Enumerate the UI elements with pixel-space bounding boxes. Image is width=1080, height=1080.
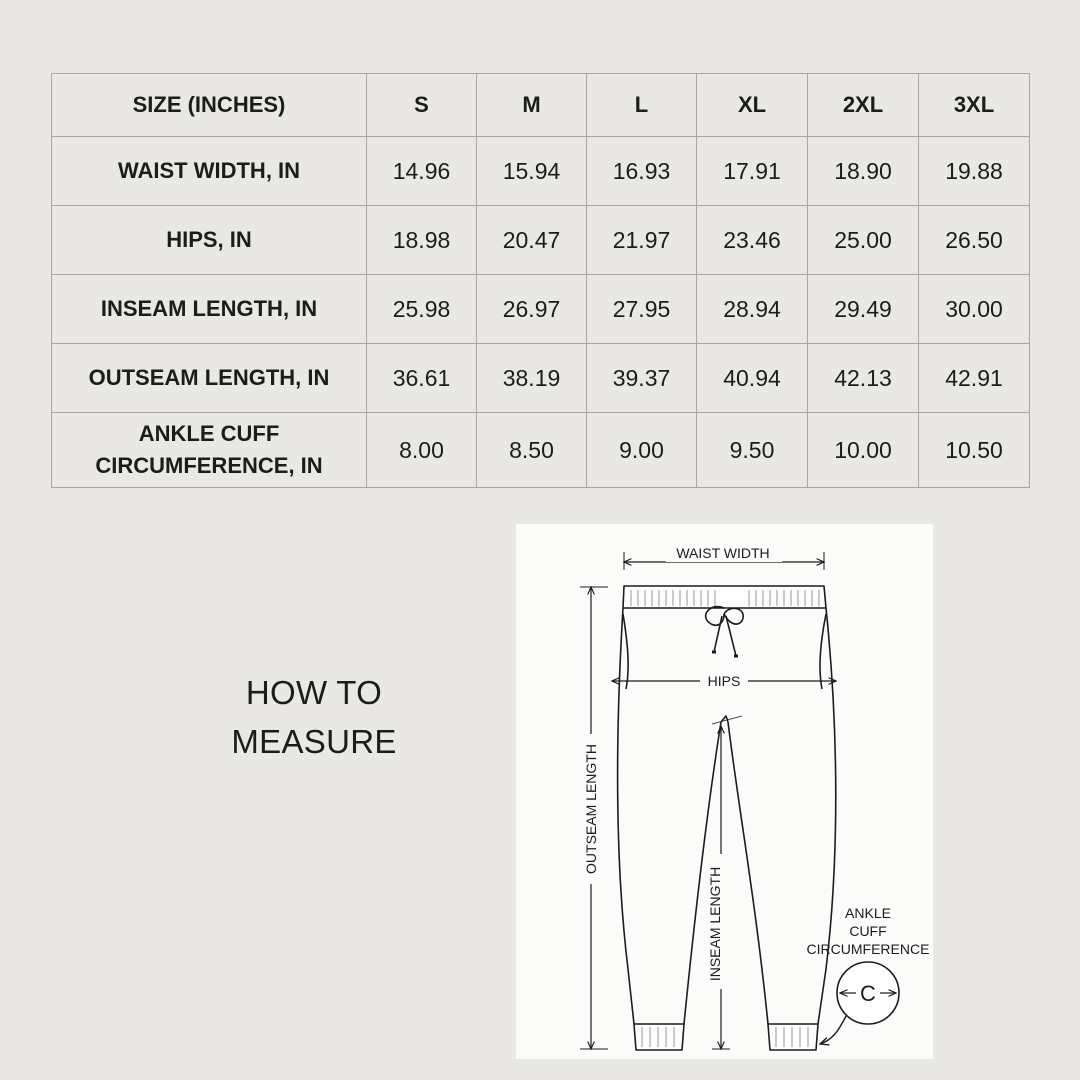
table-cell: 39.37 (587, 344, 697, 413)
table-row-ankle-cuff (52, 413, 1030, 488)
row-label (52, 413, 367, 488)
table-cell: 9.50 (697, 413, 808, 488)
how-to-measure-heading (200, 668, 428, 766)
ankle-symbol: C (860, 981, 876, 1006)
outseam-label: OUTSEAM LENGTH (583, 744, 599, 874)
ankle-label-line2: CUFF (849, 923, 887, 939)
how-to-line2: MEASURE (231, 723, 397, 760)
table-cell: 21.97 (587, 206, 697, 275)
header-size-xl: XL (697, 74, 808, 137)
row-label: OUTSEAM LENGTH, IN (52, 344, 367, 413)
table-row-waist (52, 137, 1030, 206)
table-cell: 18.98 (367, 206, 477, 275)
waist-width-label: WAIST WIDTH (676, 545, 770, 561)
table-cell: 18.90 (808, 137, 919, 206)
table-cell: 16.93 (587, 137, 697, 206)
row-label-line2: CIRCUMFERENCE, IN (95, 453, 323, 478)
table-cell: 9.00 (587, 413, 697, 488)
table-cell: 25.98 (367, 275, 477, 344)
inseam-label: INSEAM LENGTH (707, 866, 723, 982)
table-cell: 25.00 (808, 206, 919, 275)
table-cell: 29.49 (808, 275, 919, 344)
table-cell: 26.50 (919, 206, 1030, 275)
ankle-pointer-arrow (820, 1016, 846, 1044)
row-label: INSEAM LENGTH, IN (52, 275, 367, 344)
table-cell: 23.46 (697, 206, 808, 275)
row-label: HIPS, IN (52, 206, 367, 275)
header-size-3xl: 3XL (919, 74, 1030, 137)
table-header-row (52, 74, 1030, 137)
how-to-line1: HOW TO (245, 674, 383, 711)
row-label: WAIST WIDTH, IN (52, 137, 367, 206)
measurement-diagram (516, 524, 933, 1059)
table-row-hips (52, 206, 1030, 275)
table-cell: 17.91 (697, 137, 808, 206)
row-label-line1: ANKLE CUFF (138, 421, 280, 446)
header-size-m: M (477, 74, 587, 137)
table-cell: 27.95 (587, 275, 697, 344)
pants-illustration (516, 524, 933, 1059)
table-cell: 8.00 (367, 413, 477, 488)
table-row-inseam (52, 275, 1030, 344)
table-cell: 10.00 (808, 413, 919, 488)
header-size-l: L (587, 74, 697, 137)
pants-outline (618, 586, 836, 1050)
ankle-label-line1: ANKLE (845, 905, 891, 921)
table-cell: 42.13 (808, 344, 919, 413)
size-chart-table (51, 73, 1030, 488)
header-size-label: SIZE (INCHES) (52, 74, 367, 137)
table-cell: 20.47 (477, 206, 587, 275)
table-cell: 30.00 (919, 275, 1030, 344)
table-cell: 19.88 (919, 137, 1030, 206)
table-cell: 40.94 (697, 344, 808, 413)
table-cell: 10.50 (919, 413, 1030, 488)
table-cell: 42.91 (919, 344, 1030, 413)
table-row-outseam (52, 344, 1030, 413)
table-cell: 36.61 (367, 344, 477, 413)
table-cell: 26.97 (477, 275, 587, 344)
table-cell: 8.50 (477, 413, 587, 488)
hips-label: HIPS (707, 673, 741, 689)
table-cell: 28.94 (697, 275, 808, 344)
table-cell: 15.94 (477, 137, 587, 206)
header-size-s: S (367, 74, 477, 137)
ankle-label-line3: CIRCUMFERENCE (806, 941, 930, 957)
table-cell: 14.96 (367, 137, 477, 206)
table-cell: 38.19 (477, 344, 587, 413)
header-size-2xl: 2XL (808, 74, 919, 137)
